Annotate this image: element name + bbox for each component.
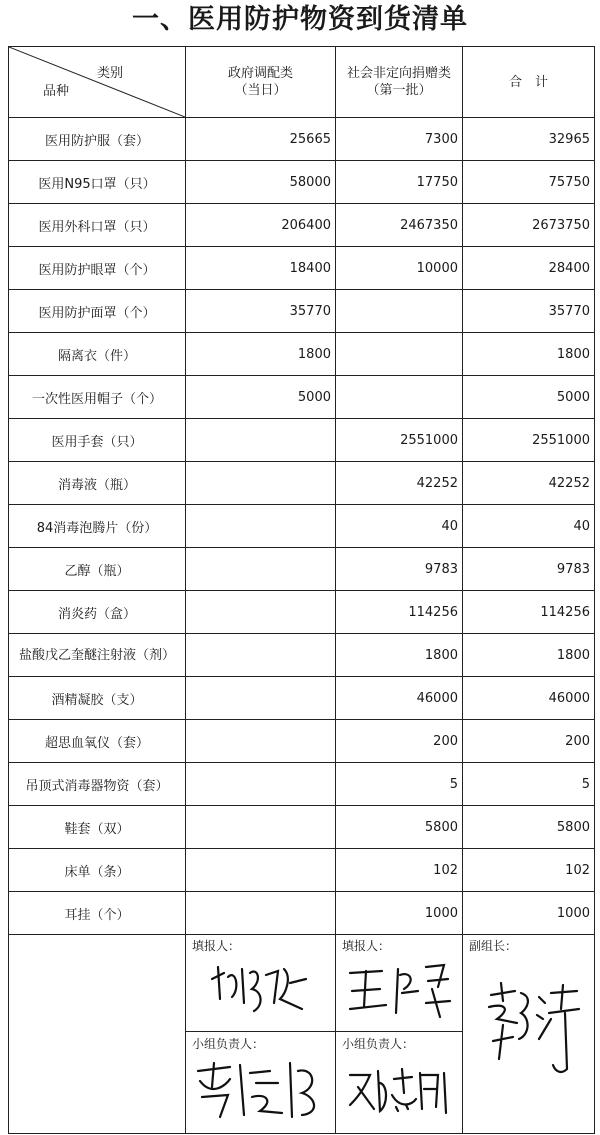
diagonal-header-cell (9, 47, 186, 118)
gov-value-cell (186, 505, 336, 548)
table-row (9, 247, 595, 290)
social-value-cell: 9783 (336, 548, 463, 591)
total-value-cell: 75750 (463, 161, 595, 204)
total-value-cell: 1800 (463, 333, 595, 376)
total-value-cell: 40 (463, 505, 595, 548)
handwritten-signature-4 (344, 1065, 456, 1119)
item-name-cell: 消毒液（瓶） (9, 462, 186, 505)
item-name-cell: 医用防护面罩（个） (9, 290, 186, 333)
total-value-cell: 32965 (463, 118, 595, 161)
item-name-cell: 吊顶式消毒器物资（套） (9, 763, 186, 806)
diagonal-line (9, 47, 185, 117)
social-value-cell: 5 (336, 763, 463, 806)
header-gov-line1: 政府调配类 (227, 66, 293, 81)
total-value-cell: 5800 (463, 806, 595, 849)
header-social-line2: （第一批） (366, 83, 432, 98)
table-row (9, 720, 595, 763)
header-total-column: 合 计 (463, 47, 595, 118)
social-value-cell: 40 (336, 505, 463, 548)
gov-value-cell: 206400 (186, 204, 336, 247)
total-value-cell: 46000 (463, 677, 595, 720)
item-name-cell: 84消毒泡腾片（份） (9, 505, 186, 548)
table-header-row (9, 47, 595, 118)
item-name-cell: 医用防护服（套） (9, 118, 186, 161)
item-name-cell: 酒精凝胶（支） (9, 677, 186, 720)
handwritten-signature-2 (342, 959, 454, 1021)
gov-value-cell (186, 591, 336, 634)
handwritten-signature-3 (190, 1057, 330, 1125)
total-value-cell: 102 (463, 849, 595, 892)
signature-cell-3 (463, 935, 595, 1134)
table-row (9, 634, 595, 677)
item-name-cell: 医用手套（只） (9, 419, 186, 462)
social-value-cell: 114256 (336, 591, 463, 634)
total-value-cell: 9783 (463, 548, 595, 591)
table-row (9, 548, 595, 591)
table-row (9, 591, 595, 634)
total-value-cell: 1000 (463, 892, 595, 935)
gov-value-cell (186, 720, 336, 763)
item-name-cell: 医用防护眼罩（个） (9, 247, 186, 290)
handwritten-signature-1 (206, 959, 316, 1023)
total-value-cell: 42252 (463, 462, 595, 505)
item-name-cell: 超思血氧仪（套） (9, 720, 186, 763)
leader-label-2: 小组负责人： (342, 1037, 415, 1051)
handwritten-signature-5 (481, 979, 585, 1079)
social-value-cell (336, 333, 463, 376)
item-name-cell: 消炎药（盒） (9, 591, 186, 634)
social-value-cell: 17750 (336, 161, 463, 204)
social-value-cell (336, 376, 463, 419)
gov-value-cell: 1800 (186, 333, 336, 376)
gov-value-cell: 58000 (186, 161, 336, 204)
table-row (9, 763, 595, 806)
item-name-cell: 一次性医用帽子（个） (9, 376, 186, 419)
table-row (9, 462, 595, 505)
signature-cell-1 (186, 935, 336, 1134)
item-name-cell: 医用N95口罩（只） (9, 161, 186, 204)
social-value-cell: 10000 (336, 247, 463, 290)
social-value-cell: 46000 (336, 677, 463, 720)
gov-value-cell: 25665 (186, 118, 336, 161)
deputy-label: 副组长： (469, 939, 518, 953)
gov-value-cell (186, 548, 336, 591)
item-name-cell: 乙醇（瓶） (9, 548, 186, 591)
item-name-cell: 床单（条） (9, 849, 186, 892)
social-value-cell: 7300 (336, 118, 463, 161)
gov-value-cell (186, 634, 336, 677)
table-row (9, 118, 595, 161)
header-gov-line2: （当日） (234, 83, 287, 98)
signature-blank-cell (9, 935, 186, 1134)
social-value-cell: 200 (336, 720, 463, 763)
document-title: 一、医用防护物资到货清单 (132, 4, 468, 35)
signature-divider-2 (336, 1031, 463, 1032)
total-value-cell: 5 (463, 763, 595, 806)
supplies-table (8, 46, 595, 1134)
filler-label-1: 填报人： (192, 939, 241, 953)
total-value-cell: 2551000 (463, 419, 595, 462)
social-value-cell: 2551000 (336, 419, 463, 462)
item-name-cell: 医用外科口罩（只） (9, 204, 186, 247)
social-value-cell: 2467350 (336, 204, 463, 247)
total-value-cell: 35770 (463, 290, 595, 333)
table-row (9, 892, 595, 935)
total-value-cell: 200 (463, 720, 595, 763)
header-item-label: 品种 (43, 84, 70, 99)
total-value-cell: 114256 (463, 591, 595, 634)
header-social-line1: 社会非定向捐赠类 (346, 66, 451, 81)
social-value-cell: 102 (336, 849, 463, 892)
table-row (9, 419, 595, 462)
table-row (9, 849, 595, 892)
gov-value-cell (186, 849, 336, 892)
gov-value-cell: 5000 (186, 376, 336, 419)
item-name-cell: 隔离衣（件） (9, 333, 186, 376)
filler-label-2: 填报人： (342, 939, 391, 953)
header-gov-column (186, 47, 336, 118)
social-value-cell: 1800 (336, 634, 463, 677)
header-social-column (336, 47, 463, 118)
gov-value-cell: 18400 (186, 247, 336, 290)
signature-row (9, 935, 595, 1134)
gov-value-cell (186, 419, 336, 462)
item-name-cell: 耳挂（个） (9, 892, 186, 935)
social-value-cell: 5800 (336, 806, 463, 849)
total-value-cell: 2673750 (463, 204, 595, 247)
gov-value-cell: 35770 (186, 290, 336, 333)
item-name-cell: 鞋套（双） (9, 806, 186, 849)
total-value-cell: 5000 (463, 376, 595, 419)
table-row (9, 204, 595, 247)
table-row (9, 161, 595, 204)
gov-value-cell (186, 462, 336, 505)
table-row (9, 376, 595, 419)
table-row (9, 333, 595, 376)
total-value-cell: 1800 (463, 634, 595, 677)
table-row (9, 677, 595, 720)
social-value-cell: 42252 (336, 462, 463, 505)
item-name-cell: 盐酸戊乙奎醚注射液（剂） (9, 634, 186, 677)
table-row (9, 290, 595, 333)
header-category-label: 类别 (96, 66, 123, 81)
social-value-cell (336, 290, 463, 333)
table-row (9, 806, 595, 849)
social-value-cell: 1000 (336, 892, 463, 935)
gov-value-cell (186, 892, 336, 935)
gov-value-cell (186, 677, 336, 720)
gov-value-cell (186, 763, 336, 806)
signature-cell-2 (336, 935, 463, 1134)
leader-label-1: 小组负责人： (192, 1037, 265, 1051)
total-value-cell: 28400 (463, 247, 595, 290)
signature-divider-1 (186, 1031, 336, 1032)
table-row (9, 505, 595, 548)
gov-value-cell (186, 806, 336, 849)
